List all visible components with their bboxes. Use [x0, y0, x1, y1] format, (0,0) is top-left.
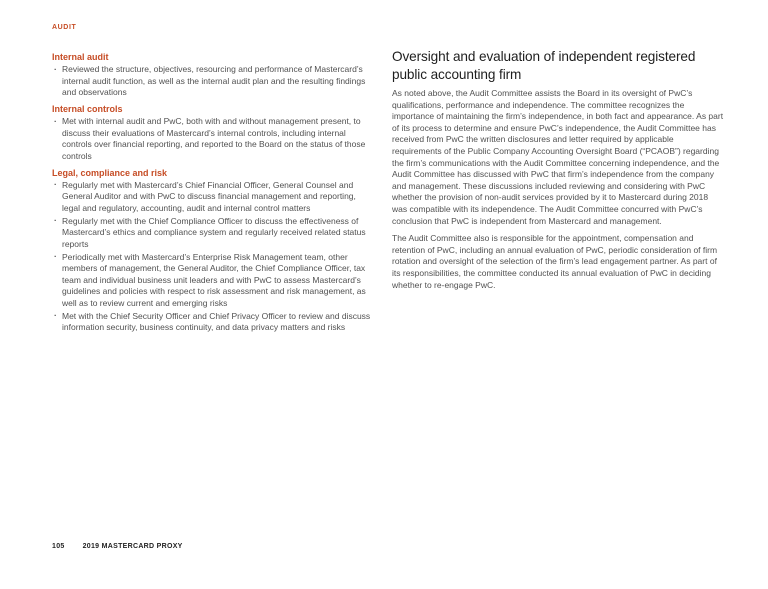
list-item: [52, 216, 376, 251]
main-heading: Oversight and evaluation of independent registered public accounting firm: [392, 49, 696, 82]
two-column-layout: [52, 49, 724, 334]
left-column: [52, 51, 376, 334]
document-title: 2019 MASTERCARD PROXY: [82, 543, 183, 550]
section-label: AUDIT: [52, 24, 77, 31]
list-item: [52, 252, 376, 310]
bullet-icon: ·: [54, 179, 57, 189]
right-column: [392, 51, 724, 297]
bullet-icon: ·: [54, 310, 57, 320]
list-item: [52, 116, 376, 162]
bullet-text: Reviewed the structure, objectives, resourcing and performance of Mastercard’s internal audit function, as well as the internal audit plan and the resulting findings and observations: [62, 64, 366, 97]
bullet-list: [52, 116, 376, 162]
subsection-heading: Legal, compliance and risk: [52, 167, 168, 178]
bullet-text: Regularly met with Mastercard’s Chief Financial Officer, General Counsel and General Auditor and with PwC to discuss financial management and reporting, legal and regulatory, accounting, audit and internal control matters: [62, 179, 356, 213]
bullet-list: [52, 64, 376, 99]
bullet-icon: ·: [54, 115, 57, 126]
subsection-heading: Internal audit: [52, 52, 109, 62]
section-internal-controls: [52, 103, 376, 162]
section-internal-audit: [52, 51, 376, 99]
page-number: 105: [52, 543, 65, 550]
list-item: [52, 311, 376, 334]
page-footer: [52, 543, 183, 550]
bullet-text: Met with internal audit and PwC, both with and without management present, to discuss their evaluations of Mastercard’s internal controls, including internal controls over financial reporting, and reported to the Board on the status of those controls: [62, 116, 366, 161]
bullet-icon: ·: [54, 63, 57, 74]
bullet-icon: ·: [54, 215, 57, 225]
subsection-heading: Internal controls: [52, 104, 123, 114]
body-paragraph: The Audit Committee also is responsible for the appointment, compensation and retention of PwC, including an annual evaluation of PwC, periodic consideration of firm rotation and oversight of the selection of the firm’s lead engagement partner. As part of its responsibilities, the committee conducted its annual evaluation of PwC in deciding whether to re-engage PwC.: [392, 233, 718, 290]
body-paragraph: As noted above, the Audit Committee assists the Board in its oversight of PwC’s qualifications, performance and independence. The committee recognizes the importance of maintaining the firm’s independence, in both fact and appearance. As part of its process to determine and ensure PwC’s independence, the Audit Committee has received from PwC the written disclosures and letter required by applicable requirements of the Public Company Accounting Oversight Board (“PCAOB”) regarding the firm’s communications with the Audit Committee concerning independence, and the Audit Committee has discussed with PwC that firm’s independence from the company and management. These discussions included reviewing and considering with PwC whether the provision of non-audit services provided by it to Mastercard during 2018 was compatible with its independence. The Audit Committee concurred with PwC’s conclusion that PwC is independent from Mastercard and management.: [392, 88, 724, 226]
bullet-icon: ·: [54, 251, 57, 261]
bullet-list: [52, 180, 376, 334]
bullet-text: Met with the Chief Security Officer and Chief Privacy Officer to review and discuss information security, business continuity, and data privacy matters and risks: [62, 310, 371, 332]
list-item: [52, 64, 376, 99]
list-item: [52, 180, 376, 215]
bullet-text: Periodically met with Mastercard’s Enterprise Risk Management team, other members of management, the General Auditor, the Chief Compliance Officer, tax team and individual business unit leaders and with PwC to assess Mastercard’s guidelines and policies with respect to risk assessment and risk management, as well as to review current and emerging risks: [62, 251, 366, 308]
bullet-text: Regularly met with the Chief Compliance Officer to discuss the effectiveness of Mastercard’s ethics and compliance system and regularly received related status reports: [62, 215, 366, 249]
section-legal-compliance-risk: [52, 167, 376, 334]
